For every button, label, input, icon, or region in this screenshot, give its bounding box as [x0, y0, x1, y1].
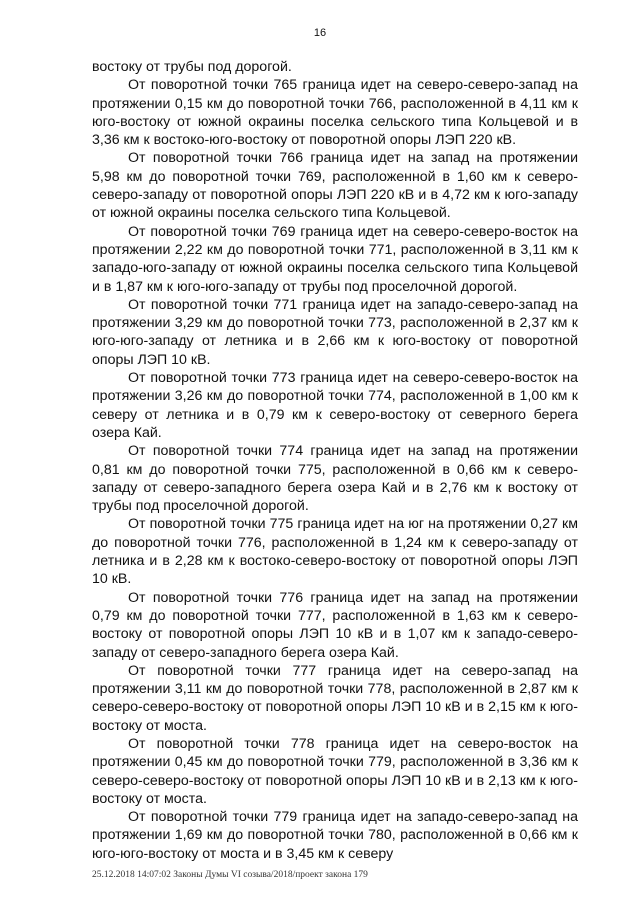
document-body [92, 58, 578, 863]
paragraph-point-777: От поворотной точки 777 граница идет на северо-запад на протяжении 3,11 км до поворотной точки 778, расположенной в 2,87 км к северо-северо-востоку от поворотной опоры ЛЭП 10 кВ и в 2,15 км к юго-востоку от моста. [92, 662, 578, 734]
paragraph-continuation: востоку от трубы под дорогой. [92, 59, 292, 75]
paragraph-point-775: От поворотной точки 775 граница идет на юг на протяжении 0,27 км до поворотной точки 776, расположенной в 1,24 км к северо-западу от летника и в 2,28 км к востоко-северо-востоку от поворотной опоры ЛЭП 10 кВ. [92, 516, 578, 588]
page-number: 16 [313, 27, 327, 39]
paragraph-point-771: От поворотной точки 771 граница идет на западо-северо-запад на протяжении 3,29 км до поворотной точки 773, расположенной в 2,37 км к юго-юго-западу от летника и в 2,66 км к юго-востоку от поворотной опоры ЛЭП 10 кВ. [92, 296, 578, 368]
paragraph-point-774: От поворотной точки 774 граница идет на запад на протяжении 0,81 км до поворотной точки 775, расположенной в 0,66 км к северо-западу от северо-западного берега озера Кай и в 2,76 км к востоку от трубы под проселочной дорогой. [92, 443, 578, 515]
paragraph-point-769: От поворотной точки 769 граница идет на северо-северо-восток на протяжении 2,22 км до поворотной точки 771, расположенной в 3,11 км к западо-юго-западу от южной окраины поселка сельского типа Кольцевой и в 1,87 км к юго-юго-западу от трубы под проселочной дорогой. [92, 223, 578, 295]
paragraph-point-779: От поворотной точки 779 граница идет на западо-северо-запад на протяжении 1,69 км до поворотной точки 780, расположенной в 0,66 км к юго-юго-востоку от моста и в 3,45 км к северу [92, 809, 578, 862]
paragraph-point-773: От поворотной точки 773 граница идет на северо-северо-восток на протяжении 3,26 км до поворотной точки 774, расположенной в 1,00 км к северу от летника и в 0,79 км к северо-востоку от северного берега озера Кай. [92, 370, 578, 441]
paragraph-point-776: От поворотной точки 776 граница идет на запад на протяжении 0,79 км до поворотной точки 777, расположенной в 1,63 км к северо-востоку от поворотной опоры ЛЭП 10 кВ и в 1,07 км к западо-северо-западу от северо-западного берега озера Кай. [92, 589, 578, 661]
document-footer: 25.12.2018 14:07:02 Законы Думы VI созыва/2018/проект закона 179 [92, 870, 368, 880]
paragraph-point-765: От поворотной точки 765 граница идет на северо-северо-запад на протяжении 0,15 км до поворотной точки 766, расположенной в 4,11 км к юго-востоку от южной окраины поселка сельского типа Кольцевой и в 3,36 км к востоко-юго-востоку от поворотной опоры ЛЭП 220 кВ. [92, 77, 578, 149]
paragraph-point-778: От поворотной точки 778 граница идет на северо-восток на протяжении 0,45 км до поворотной точки 779, расположенной в 3,36 км к северо-северо-востоку от поворотной опоры ЛЭП 10 кВ и в 2,13 км к юго-востоку от моста. [92, 735, 578, 807]
paragraph-point-766: От поворотной точки 766 граница идет на запад на протяжении 5,98 км до поворотной точки 769, расположенной в 1,60 км к северо-северо-западу от поворотной опоры ЛЭП 220 кВ и в 4,72 км к юго-западу от южной окраины поселка сельского типа Кольцевой. [92, 150, 578, 222]
